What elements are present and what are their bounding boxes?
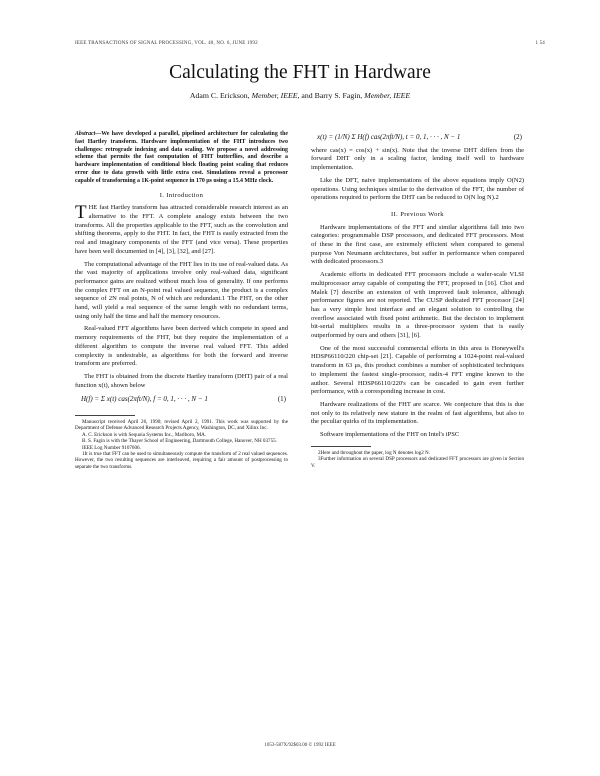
abstract-label: Abstract <box>75 131 96 137</box>
left-column <box>75 131 288 470</box>
author-1-role: Member, IEEE, <box>251 91 300 100</box>
copyright-line: 1053-587X/92$03.00 © 1992 IEEE <box>264 743 336 748</box>
intro-paragraph-4: The FHT is obtained from the discrete Hartley transform (DHT) pair of a real function x(t), shown below <box>75 372 288 389</box>
author-2-role: Member, IEEE <box>364 91 411 100</box>
page-number: 1 54 <box>535 41 545 46</box>
abstract <box>75 131 288 186</box>
intro-paragraph-1-text: HE fast Hartley transform has attracted considerable research interest as an alternative to the FFT. A complete analogy exists between the two transforms. All the properties applicable to the FFT, such as the convolution and shifting theorems, apply to the FHT. In fact, the FHT is easily extracted from the real and imaginary components of the FFT (and vice versa). These properties have been well documented in [4], [3], [32], and [27]. <box>75 204 288 255</box>
footnote-2: 2Here and throughout the paper, log N denotes log2 N. <box>318 449 430 456</box>
section-heading-introduction: I. Introduction <box>159 191 204 199</box>
previous-paragraph-1: Hardware implementations of the FFT and similar algorithms fall into two categories: programmable DSP processors, and dedicated FFT processors. Most of these in the first case, are extremely efficient when compared to general purpose Von Neumann architectures, but suffer in performance when compared with dedicated processors.3 <box>311 223 524 266</box>
previous-paragraph-2: Academic efforts in dedicated FFT processors include a wafer-scale VLSI multiprocessor array capable of computing the FFT, proposed in [16]. Choi and Malek [7] describe an extension of with improved fault tolerance, although performance figures are not reported. The CUSP dedicated FFT processor [24] has a very simple host interface and an elegant solution to controlling the overflow associated with fixed point arithmetic. But the decision to implement bit-serial multipliers results in a three-processor system that is easily outperformed by ours and others [31], [6]. <box>311 271 524 340</box>
running-header <box>75 41 545 46</box>
footnote-1: 1It is true that FFT can be used to simultaneously compute the transform of 2 real valued sequences. However, the two resulting sequences are interleaved, requiring a fair amount of postprocessing to separate the two transforms. <box>75 451 288 470</box>
author-1: Adam C. Erickson, <box>189 91 250 100</box>
journal-header: IEEE TRANSACTIONS OF SIGNAL PROCESSING, VOL. 40, NO. 6, JUNE 1992 <box>75 41 258 46</box>
right-paragraph-1: where cas(x) = cos(x) + sin(x). Note that the inverse DHT differs from the forward DHT only in a scaling factor, lending itself well to hardware implementation. <box>311 146 524 172</box>
equation-1-text: H(f) = Σ x(t) cas(2πft/N), f = 0, 1, · · · , N − 1 <box>81 395 208 404</box>
equation-2-number: (2) <box>513 133 522 141</box>
author-line <box>0 91 600 100</box>
equation-2-text: x(t) = (1/N) Σ H(f) cas(2πft/N), t = 0, 1, · · · , N − 1 <box>317 133 461 141</box>
intro-paragraph-1 <box>75 204 288 256</box>
previous-paragraph-4: Hardware realizations of the FHT are scarce. We conjecture that this is due not only to its relatively new stature in the realm of fast algorithms, but also to the peculiar quirks of its implementation. <box>311 400 524 426</box>
right-paragraph-2: Like the DFT, naive implementations of the above equations imply O(N2) operations. Using techniques similar to the derivation of the FFT, the number of operations required to perform the DHT can be reduced to O(N log N).2 <box>311 176 524 202</box>
intro-paragraph-2: The computational advantage of the FHT lies in its use of real-valued data. As the vast majority of applications involve only real-valued data, significant performance gains are realized without much loss of generality. If one performs the complex FFT on an N-point real valued sequence, the product is a complex sequence of 2N real points, N of which are redundant.1 The FHT, on the other hand, will yield a real sequence of the same length with no redundant terms, using only half the time and half the memory resources. <box>75 260 288 320</box>
paper-title: Calculating the FHT in Hardware <box>169 62 431 83</box>
author-2: and Barry S. Fagin, <box>301 91 363 100</box>
footnote-author-2: B. S. Fagin is with the Thayer School of Engineering, Dartmouth College, Hanover, NH 03755. <box>82 438 277 445</box>
footnote-author-1: A. C. Erickson is with Sequoia Systems Inc., Marlboro, MA. <box>82 431 207 438</box>
drop-cap: T <box>75 202 87 224</box>
footnote-rule <box>75 415 135 416</box>
footnote-rule-right <box>311 446 371 447</box>
footnote-manuscript: Manuscript received April 26, 1990; revised April 2, 1991. This work was supported by the Department of Defense Advanced Research Projects Agency, Washington, DC, and Xilinx Inc. <box>75 419 288 432</box>
equation-1-number: (1) <box>277 395 286 404</box>
footnote-log-number: IEEE Log Number 9107606. <box>82 444 141 451</box>
footnote-3: 3Further information on several DSP processors and dedicated FFT processors are given in Section V. <box>311 456 524 469</box>
equation-1 <box>75 390 288 409</box>
equation-2 <box>311 131 524 147</box>
intro-paragraph-3: Real-valued FFT algorithms have been derived which compete in speed and memory requirements of the FHT, but they require the implementation of a different algorithm to compute the inverse real valued FFT. This added complexity is undesirable, as algorithms for both the forward and inverse transform are preferred. <box>75 325 288 368</box>
abstract-text: —We have developed a parallel, pipelined architecture for calculating the fast Hartley transform. Hardware implementation of the FHT introduces two challenges: retrograde indexing and data scaling. We propose a novel addressing scheme that permits the fast computation of FHT butterflies, and describe a hardware implementation of conditional block floating point scaling that reduces error due to data growth with little extra cost. Simulations reveal a processor capable of transforming a 1K-point sequence in 170 μs using a 15.4 MHz clock. <box>75 131 288 184</box>
previous-paragraph-3: One of the most successful commercial efforts in this area is Honeywell's HDSP66110/220 chip-set [21]. Capable of performing a 1024-point real-valued transform in 63 μs, this product combines a number of sophisticated techniques to implement the fastest single-processor, radix-4 FFT engine known to the author. Several HDSP66110/220's can be cascaded to gain even further performance, with a corresponding increase in cost. <box>311 344 524 396</box>
section-heading-previous-work: II. Previous Work <box>391 210 444 218</box>
previous-paragraph-5: Software implementations of the FHT on Intel's iPSC <box>320 431 460 439</box>
right-column <box>311 131 524 469</box>
